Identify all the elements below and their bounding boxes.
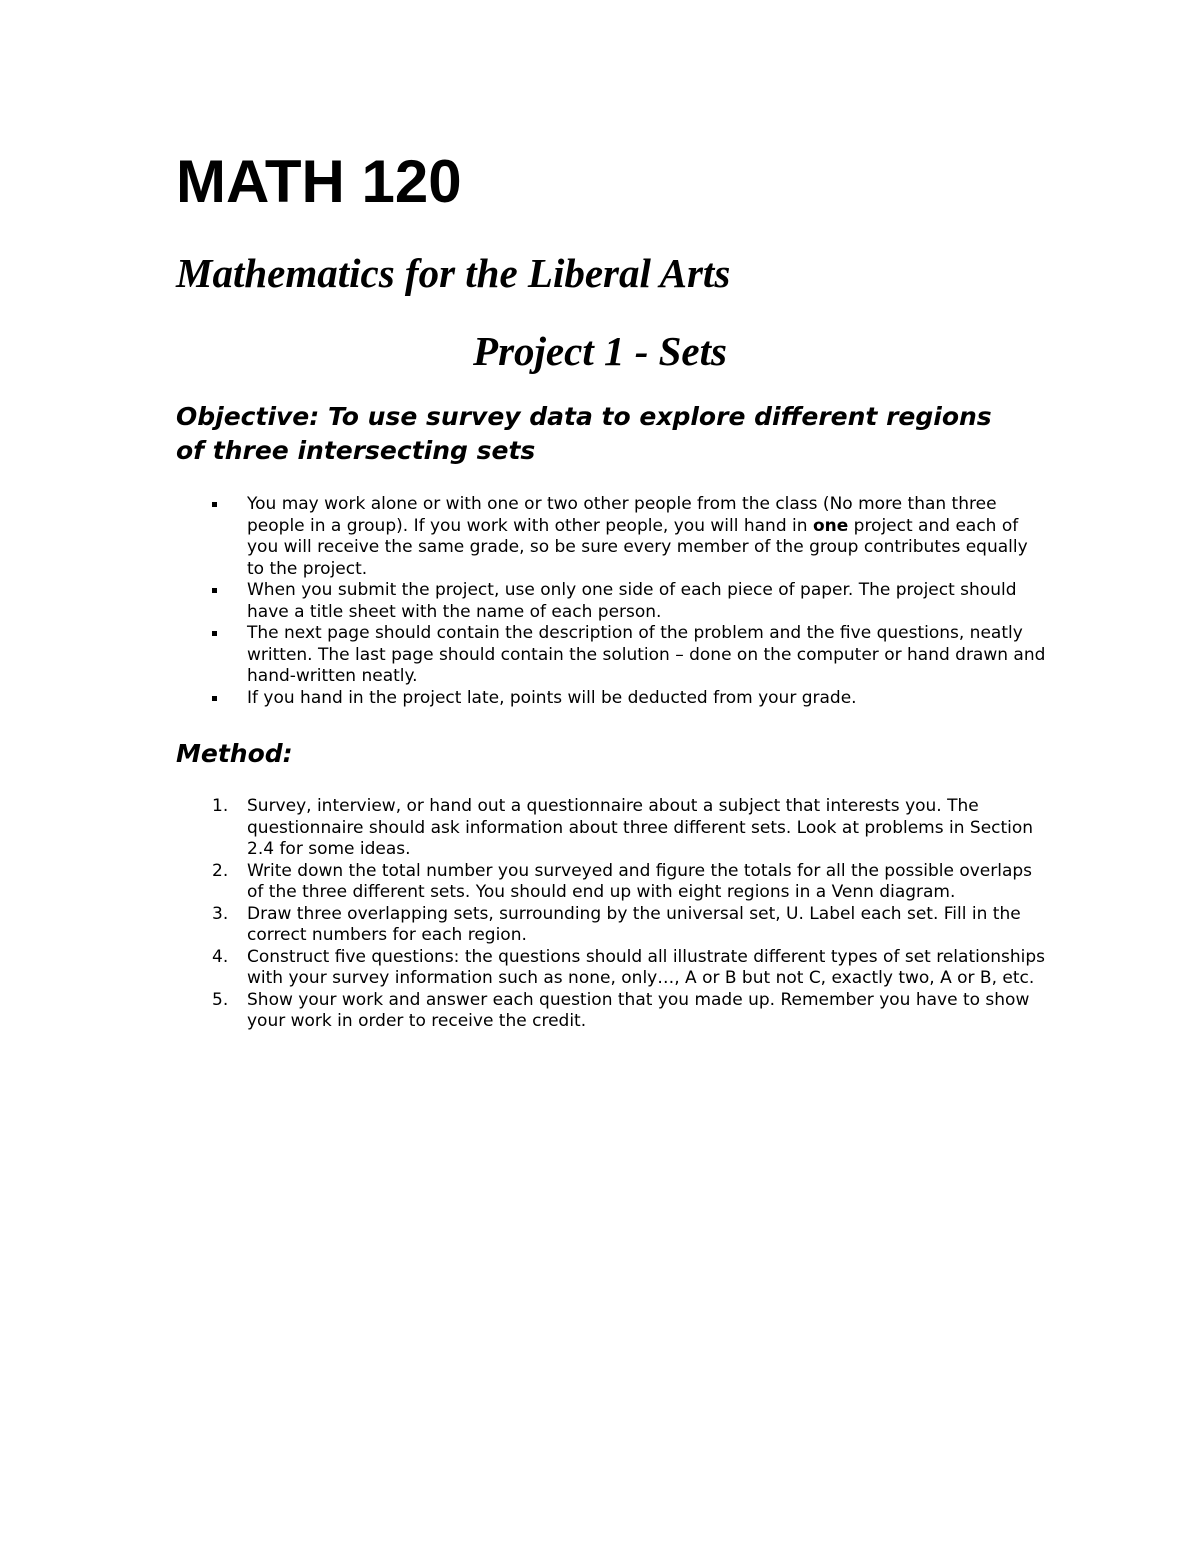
bullet-icon: [212, 502, 217, 507]
bullet-icon: [212, 631, 217, 636]
step-text: Survey, interview, or hand out a questionnaire about a subject that interests you. The questionnaire should ask information about three different sets. Look at problems in Section 2.4 for some ideas.: [247, 796, 1034, 859]
guidelines-list: [176, 494, 1046, 709]
step-number: 3.: [212, 903, 229, 924]
guideline-text: If you hand in the project late, points will be deducted from your grade.: [247, 687, 857, 708]
method-step: [176, 947, 1046, 990]
guideline-item: [176, 623, 1046, 688]
method-step: [176, 861, 1046, 904]
guideline-item: [176, 688, 1046, 710]
method-step: [176, 904, 1046, 947]
project-title: Project 1 - Sets: [473, 328, 727, 374]
step-text: Draw three overlapping sets, surrounding by the universal set, U. Label each set. Fill in the correct numbers for each region.: [247, 903, 1021, 945]
guideline-text: When you submit the project, use only one side of each piece of paper. The project should have a title sheet with the name of each person.: [247, 580, 1017, 622]
step-text: Write down the total number you surveyed and figure the totals for all the possible overlaps of the three different sets. You should end up with eight regions in a Venn diagram.: [247, 860, 1033, 902]
step-number: 5.: [212, 989, 229, 1010]
step-text: Construct five questions: the questions should all illustrate different types of set relationships with your survey information such as none, only…, A or B but not C, exactly two, A or B, etc.: [247, 946, 1046, 988]
step-number: 2.: [212, 860, 229, 881]
course-name: Mathematics for the Liberal Arts: [176, 250, 731, 296]
course-code: MATH 120: [176, 148, 462, 215]
guideline-text: The next page should contain the description of the problem and the five questions, neatly written. The last page should contain the solution – done on the computer or hand drawn and hand-written neatly.: [247, 623, 1046, 686]
guideline-text: You may work alone or with one or two other people from the class (No more than three people in a group). If you work with other people, you will hand in one project and each of you will receive the same grade, so be sure every member of the group contributes equally to the project.: [247, 494, 1028, 579]
guideline-item: [176, 494, 1046, 580]
method-steps-list: [176, 796, 1046, 1033]
step-number: 4.: [212, 946, 229, 967]
method-step: [176, 990, 1046, 1033]
method-step: [176, 796, 1046, 861]
emphasis-one: one: [812, 515, 849, 536]
bullet-icon: [212, 588, 217, 593]
step-text: Show your work and answer each question that you made up. Remember you have to show your work in order to receive the credit.: [247, 989, 1030, 1031]
objective-heading: Objective: To use survey data to explore different regions of three intersecting sets: [176, 402, 992, 465]
guideline-item: [176, 580, 1046, 623]
method-heading: Method:: [176, 739, 293, 768]
step-number: 1.: [212, 796, 229, 816]
bullet-icon: [212, 696, 217, 701]
